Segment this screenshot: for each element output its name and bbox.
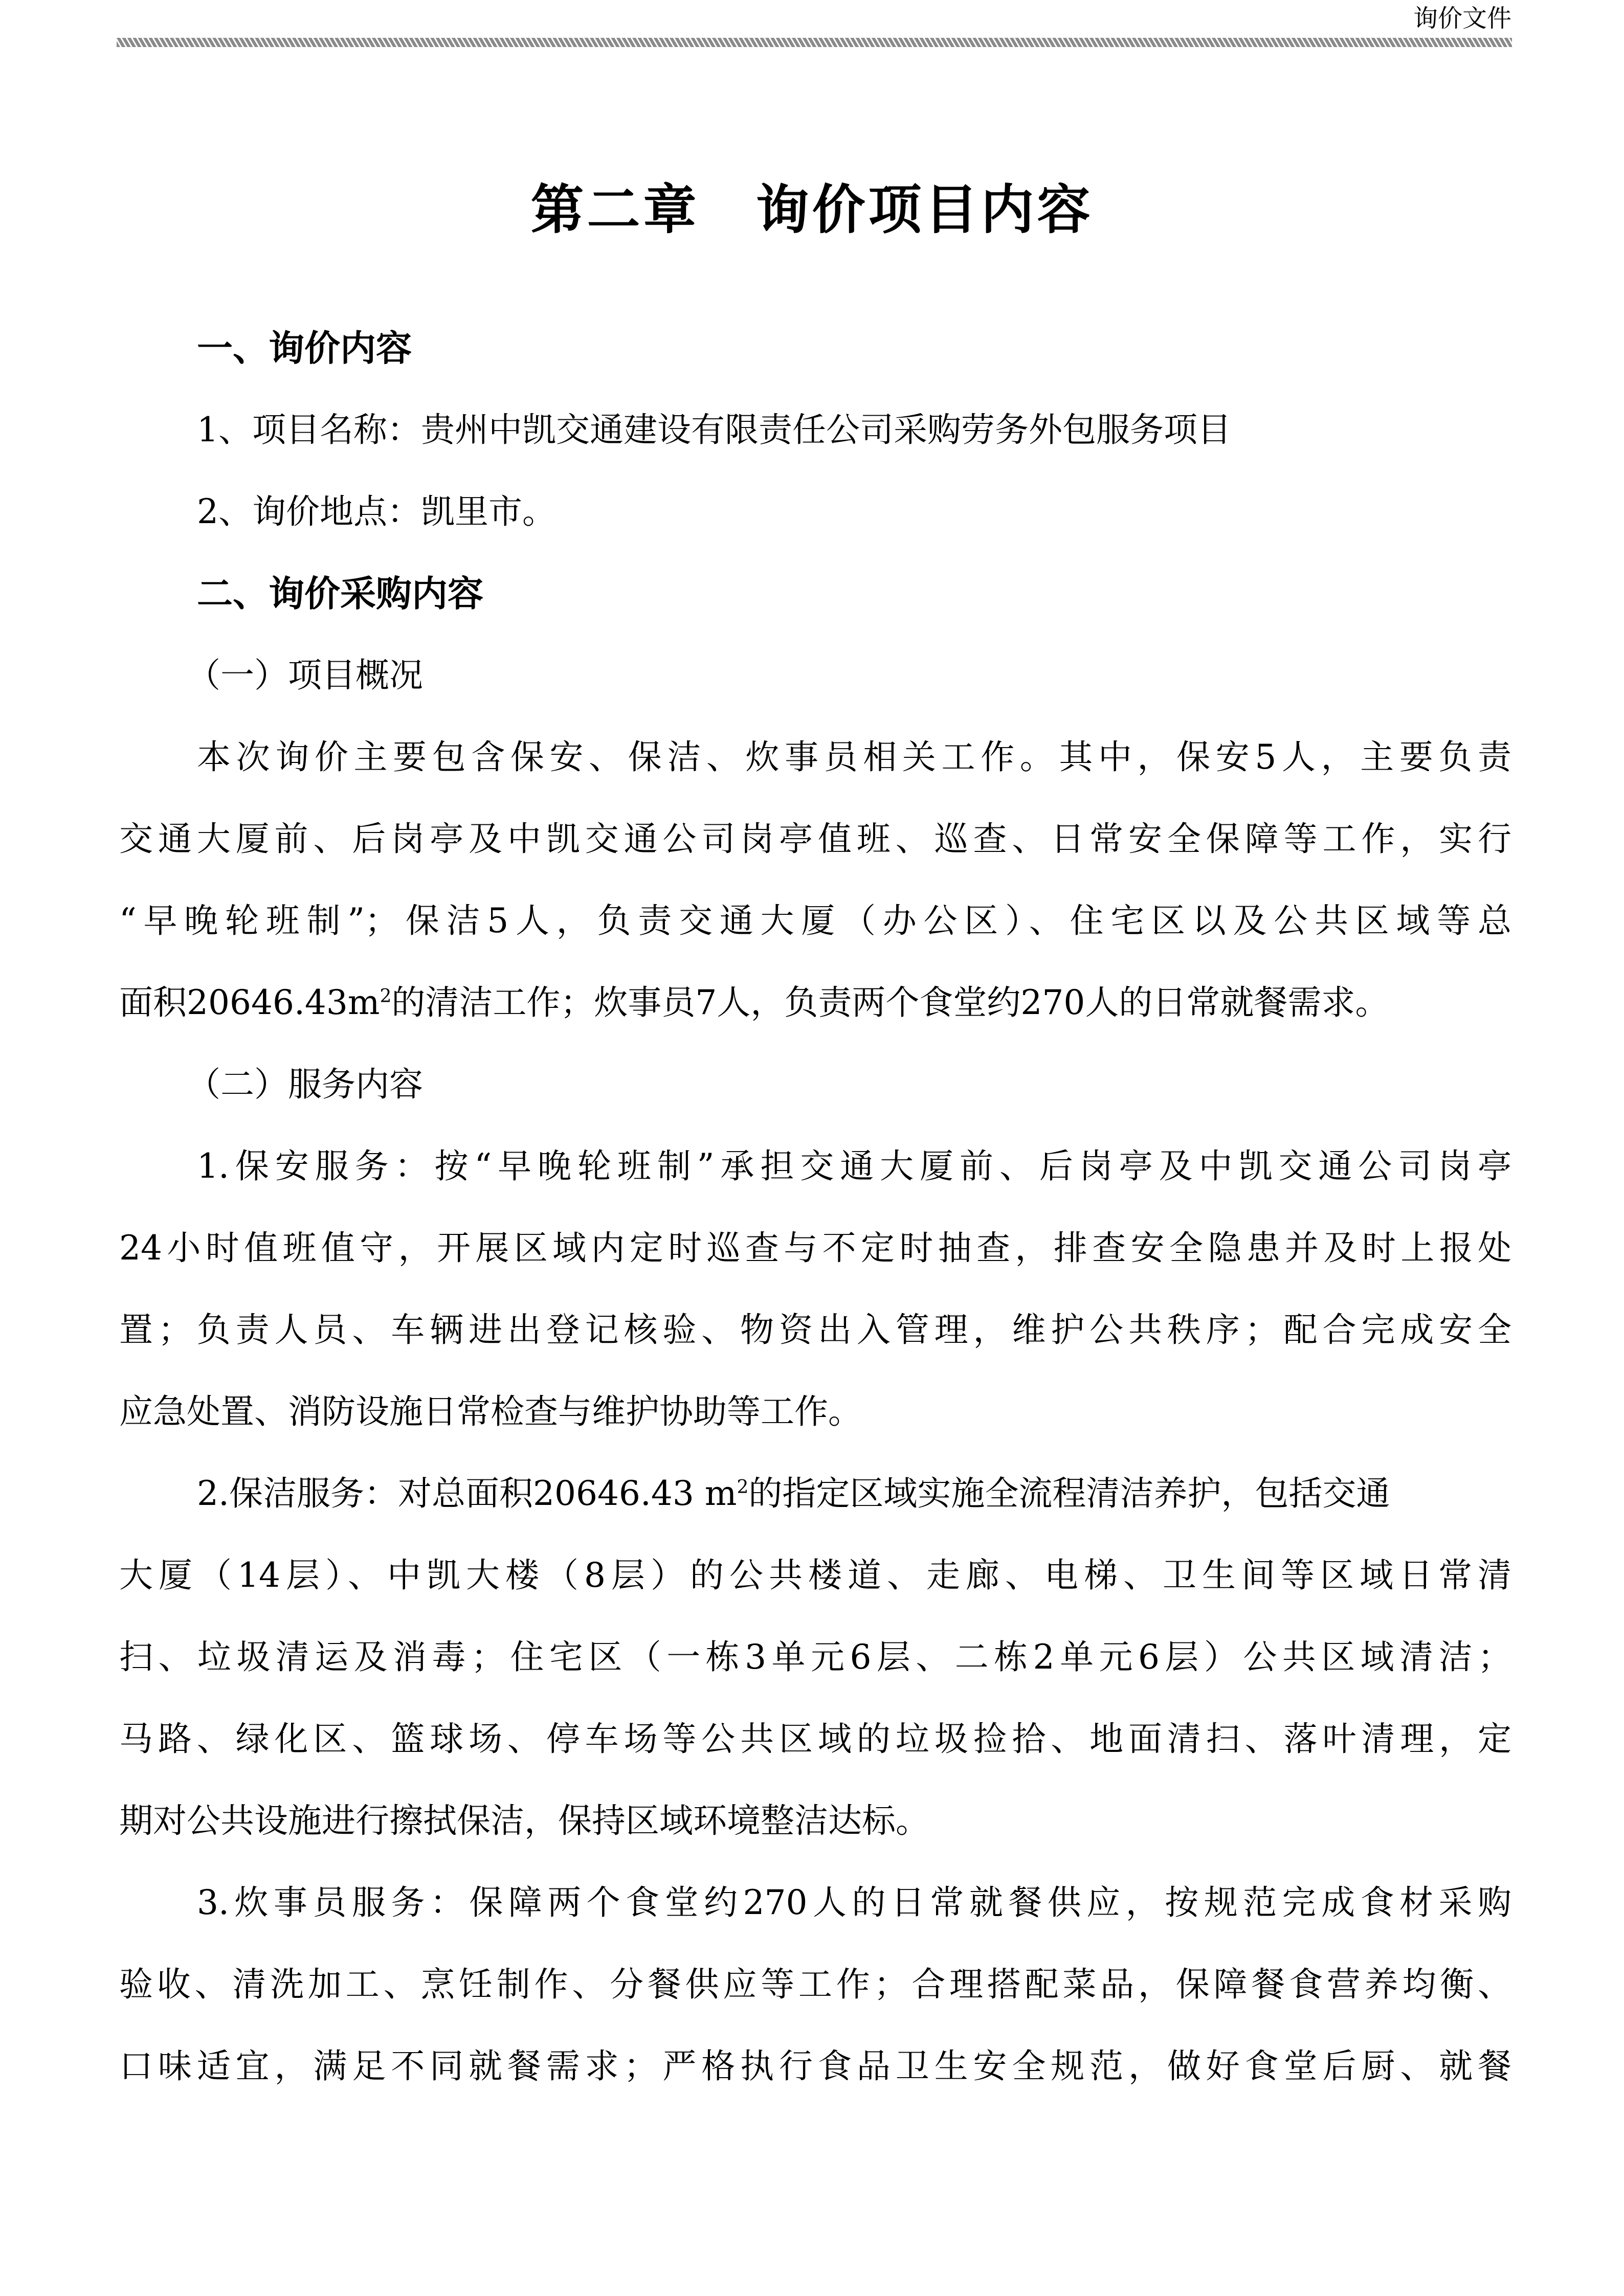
- cleaning-line-1-rest: 的指定区域实施全流程清洁养护，包括交通: [748, 1474, 1390, 1513]
- chapter-title: [0, 176, 1624, 243]
- cleaning-line-4: 马路、绿化区、篮球场、停车场等公共区域的垃圾捡拾、地面清扫、落叶清理，定: [119, 1719, 1511, 1759]
- chapter-name: 询价项目内容: [755, 178, 1094, 241]
- header-label: 询价文件: [1413, 4, 1511, 33]
- security-line-1: 1.保安服务：按“早晚轮班制”承担交通大厦前、后岗亭及中凯交通公司岗亭: [197, 1146, 1511, 1186]
- cleaning-line-2: 大厦（14层）、中凯大楼（8层）的公共楼道、走廊、电梯、卫生间等区域日常清: [119, 1556, 1511, 1595]
- area-unit-superscript: 2: [380, 986, 392, 1007]
- cleaning-area: 2.保洁服务：对总面积20646.43 m: [197, 1474, 737, 1513]
- cook-line-3: 口味适宜，满足不同就餐需求；严格执行食品卫生安全规范，做好食堂后厨、就餐: [119, 2046, 1511, 2086]
- header-divider: [117, 38, 1512, 47]
- cook-line-1: 3.炊事员服务：保障两个食堂约270人的日常就餐供应，按规范完成食材采购: [197, 1883, 1511, 1922]
- cook-line-2: 验收、清洗加工、烹饪制作、分餐供应等工作；合理搭配菜品，保障餐食营养均衡、: [119, 1965, 1511, 2004]
- overview-line-3: “早晚轮班制”；保洁5人，负责交通大厦（办公区）、住宅区以及公共区域等总: [119, 901, 1511, 940]
- security-line-4: 应急处置、消防设施日常检查与维护协助等工作。: [119, 1392, 862, 1431]
- cleaning-line-1: [197, 1471, 1511, 1517]
- section-heading-1: 一、询价内容: [197, 327, 412, 369]
- subsection-service: （二）服务内容: [187, 1065, 423, 1104]
- project-name: 1、项目名称：贵州中凯交通建设有限责任公司采购劳务外包服务项目: [197, 410, 1231, 449]
- cleaning-line-5: 期对公共设施进行擦拭保洁，保持区域环境整洁达标。: [119, 1801, 929, 1840]
- area-value: 面积20646.43m: [119, 983, 380, 1022]
- security-line-2: 24小时值班值守，开展区域内定时巡查与不定时抽查，排查安全隐患并及时上报处: [119, 1228, 1511, 1268]
- overview-line-4: [119, 980, 1511, 1026]
- subsection-overview: （一）项目概况: [187, 656, 423, 695]
- cleaning-unit-superscript: 2: [737, 1477, 749, 1498]
- security-line-3: 置；负责人员、车辆进出登记核验、物资出入管理，维护公共秩序；配合完成安全: [119, 1310, 1511, 1349]
- cleaning-line-3: 扫、垃圾清运及消毒；住宅区（一栋3单元6层、二栋2单元6层）公共区域清洁；: [119, 1637, 1511, 1677]
- overview-line-2: 交通大厦前、后岗亭及中凯交通公司岗亭值班、巡查、日常安全保障等工作，实行: [119, 819, 1511, 859]
- section-heading-2: 二、询价采购内容: [197, 573, 483, 615]
- inquiry-location: 2、询价地点：凯里市。: [197, 492, 556, 531]
- chapter-number: 第二章: [530, 178, 700, 241]
- overview-line-4-rest: 的清洁工作；炊事员7人，负责两个食堂约270人的日常就餐需求。: [391, 983, 1389, 1022]
- overview-line-1: 本次询价主要包含保安、保洁、炊事员相关工作。其中，保安5人，主要负责: [197, 737, 1511, 777]
